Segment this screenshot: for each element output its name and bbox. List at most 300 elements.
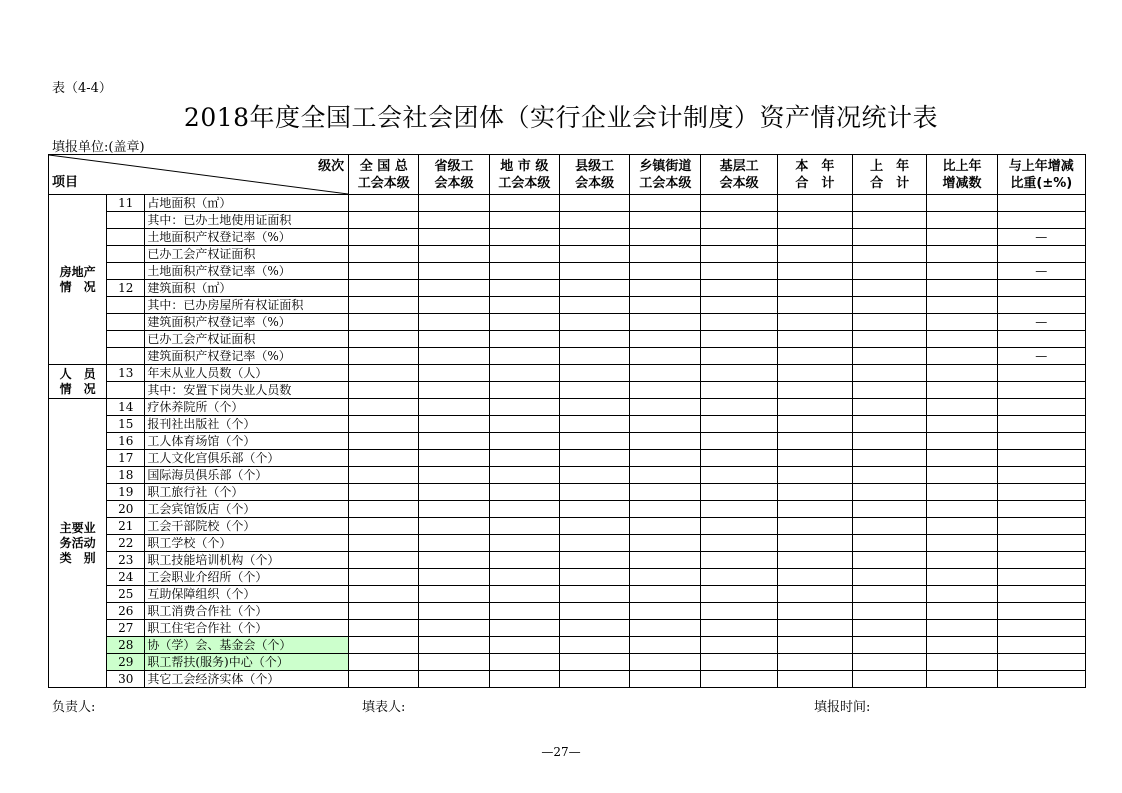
data-cell — [927, 535, 997, 552]
data-cell — [489, 331, 559, 348]
table-row — [49, 382, 1086, 399]
data-cell — [559, 671, 629, 688]
table-row — [49, 195, 1086, 212]
table-row — [49, 569, 1086, 586]
data-cell — [630, 246, 701, 263]
table-row — [49, 603, 1086, 620]
data-cell — [419, 620, 489, 637]
data-cell — [997, 195, 1085, 212]
data-cell — [349, 433, 419, 450]
data-cell — [559, 331, 629, 348]
data-cell — [777, 467, 852, 484]
data-cell — [419, 467, 489, 484]
column-header: 县级工 会本级 — [559, 155, 629, 195]
data-cell — [630, 399, 701, 416]
table-row — [49, 246, 1086, 263]
row-item-name: 工会职业介绍所（个） — [145, 569, 349, 586]
row-number: 16 — [107, 433, 145, 450]
data-cell — [489, 518, 559, 535]
data-cell — [630, 501, 701, 518]
data-cell — [559, 484, 629, 501]
data-cell — [853, 331, 927, 348]
group-label: 主要业 务活动 类 别 — [49, 399, 107, 688]
data-cell — [489, 229, 559, 246]
data-cell — [927, 637, 997, 654]
row-item-name: 职工学校（个） — [145, 535, 349, 552]
data-cell — [630, 229, 701, 246]
data-cell — [419, 518, 489, 535]
data-cell — [349, 518, 419, 535]
row-number — [107, 331, 145, 348]
data-cell — [701, 399, 777, 416]
data-cell — [927, 297, 997, 314]
data-cell — [853, 433, 927, 450]
data-cell — [997, 569, 1085, 586]
data-cell — [777, 637, 852, 654]
data-cell — [349, 467, 419, 484]
data-cell — [489, 552, 559, 569]
data-cell — [419, 450, 489, 467]
statistics-table — [48, 154, 1086, 688]
row-item-name: 其它工会经济实体（个） — [145, 671, 349, 688]
data-cell — [997, 399, 1085, 416]
data-cell — [701, 280, 777, 297]
data-cell — [927, 280, 997, 297]
footer-preparer: 填表人: — [362, 700, 406, 715]
table-row — [49, 671, 1086, 688]
data-cell — [630, 552, 701, 569]
table-row — [49, 399, 1086, 416]
row-item-name: 建筑面积（㎡） — [145, 280, 349, 297]
data-cell — [349, 535, 419, 552]
row-number: 25 — [107, 586, 145, 603]
data-cell — [559, 620, 629, 637]
table-row — [49, 314, 1086, 331]
data-cell: — — [997, 314, 1085, 331]
data-cell — [419, 501, 489, 518]
data-cell — [349, 501, 419, 518]
data-cell — [777, 314, 852, 331]
row-item-name: 协（学）会、基金会（个） — [145, 637, 349, 654]
data-cell — [349, 450, 419, 467]
data-cell — [853, 603, 927, 620]
data-cell — [701, 433, 777, 450]
data-cell — [419, 314, 489, 331]
data-cell — [853, 229, 927, 246]
data-cell — [777, 246, 852, 263]
data-cell — [701, 229, 777, 246]
data-cell — [701, 501, 777, 518]
data-cell — [419, 671, 489, 688]
data-cell — [701, 450, 777, 467]
column-header: 与上年增减 比重(±%) — [997, 155, 1085, 195]
data-cell — [997, 433, 1085, 450]
data-cell — [419, 433, 489, 450]
data-cell — [701, 212, 777, 229]
row-item-name: 建筑面积产权登记率（%） — [145, 314, 349, 331]
data-cell — [701, 263, 777, 280]
data-cell — [997, 620, 1085, 637]
data-cell — [997, 484, 1085, 501]
data-cell — [777, 195, 852, 212]
data-cell — [630, 348, 701, 365]
data-cell — [419, 552, 489, 569]
data-cell — [559, 399, 629, 416]
data-cell — [927, 263, 997, 280]
data-cell — [777, 518, 852, 535]
data-cell — [349, 263, 419, 280]
data-cell — [997, 654, 1085, 671]
column-header: 比上年 增减数 — [927, 155, 997, 195]
column-header: 乡镇街道 工会本级 — [630, 155, 701, 195]
data-cell — [349, 603, 419, 620]
data-cell — [701, 195, 777, 212]
data-cell — [489, 263, 559, 280]
table-row — [49, 212, 1086, 229]
data-cell — [559, 365, 629, 382]
table-row — [49, 416, 1086, 433]
row-number: 11 — [107, 195, 145, 212]
data-cell — [349, 297, 419, 314]
table-row — [49, 535, 1086, 552]
page-number: —27— — [541, 745, 581, 759]
data-cell — [559, 552, 629, 569]
data-cell — [559, 654, 629, 671]
data-cell — [777, 348, 852, 365]
data-cell — [927, 399, 997, 416]
data-cell — [419, 195, 489, 212]
data-cell — [853, 263, 927, 280]
data-cell — [927, 620, 997, 637]
row-item-name: 工人体育场馆（个） — [145, 433, 349, 450]
table-row — [49, 484, 1086, 501]
data-cell — [777, 484, 852, 501]
table-row — [49, 552, 1086, 569]
table-row — [49, 637, 1086, 654]
data-cell — [349, 637, 419, 654]
data-cell — [997, 535, 1085, 552]
data-cell — [777, 263, 852, 280]
table-row — [49, 433, 1086, 450]
data-cell — [997, 603, 1085, 620]
data-cell — [927, 331, 997, 348]
data-cell — [777, 297, 852, 314]
data-cell — [419, 297, 489, 314]
data-cell — [630, 331, 701, 348]
data-cell — [349, 280, 419, 297]
data-cell — [853, 416, 927, 433]
data-cell — [777, 433, 852, 450]
data-cell — [853, 365, 927, 382]
data-cell — [489, 603, 559, 620]
data-cell — [997, 297, 1085, 314]
data-cell — [559, 450, 629, 467]
data-cell — [559, 314, 629, 331]
data-cell — [997, 586, 1085, 603]
data-cell — [927, 603, 997, 620]
data-cell — [489, 348, 559, 365]
data-cell — [489, 620, 559, 637]
data-cell: — — [997, 263, 1085, 280]
table-row — [49, 263, 1086, 280]
row-number: 28 — [107, 637, 145, 654]
data-cell — [419, 603, 489, 620]
data-cell — [997, 637, 1085, 654]
data-cell — [630, 195, 701, 212]
row-item-name: 年末从业人员数（人） — [145, 365, 349, 382]
data-cell — [349, 195, 419, 212]
data-cell — [489, 467, 559, 484]
data-cell — [853, 518, 927, 535]
table-row — [49, 229, 1086, 246]
data-cell — [489, 433, 559, 450]
data-cell — [630, 365, 701, 382]
data-cell — [853, 586, 927, 603]
data-cell — [701, 382, 777, 399]
data-cell — [559, 212, 629, 229]
data-cell — [419, 569, 489, 586]
data-cell — [489, 586, 559, 603]
data-cell — [853, 280, 927, 297]
data-cell — [419, 399, 489, 416]
data-cell — [419, 637, 489, 654]
data-cell — [701, 518, 777, 535]
data-cell — [701, 603, 777, 620]
data-cell — [349, 246, 419, 263]
data-cell — [927, 569, 997, 586]
data-cell — [777, 365, 852, 382]
data-cell — [701, 535, 777, 552]
data-cell — [701, 569, 777, 586]
table-row — [49, 365, 1086, 382]
data-cell — [997, 280, 1085, 297]
data-cell — [777, 331, 852, 348]
data-cell — [349, 654, 419, 671]
data-cell — [630, 314, 701, 331]
row-number: 27 — [107, 620, 145, 637]
data-cell — [853, 484, 927, 501]
row-item-name: 建筑面积产权登记率（%） — [145, 348, 349, 365]
table-row — [49, 620, 1086, 637]
data-cell — [349, 382, 419, 399]
data-cell — [997, 518, 1085, 535]
data-cell — [489, 416, 559, 433]
data-cell — [349, 586, 419, 603]
data-cell — [559, 535, 629, 552]
data-cell — [559, 416, 629, 433]
data-cell — [927, 246, 997, 263]
data-cell — [927, 433, 997, 450]
data-cell — [997, 365, 1085, 382]
data-cell — [349, 331, 419, 348]
row-number — [107, 212, 145, 229]
data-cell — [927, 467, 997, 484]
data-cell — [559, 246, 629, 263]
data-cell — [559, 569, 629, 586]
row-number: 30 — [107, 671, 145, 688]
data-cell — [997, 246, 1085, 263]
row-item-name: 职工帮扶(服务)中心（个） — [145, 654, 349, 671]
data-cell — [701, 246, 777, 263]
row-number: 26 — [107, 603, 145, 620]
data-cell — [997, 382, 1085, 399]
row-number — [107, 314, 145, 331]
data-cell — [559, 263, 629, 280]
row-number — [107, 382, 145, 399]
table-row — [49, 518, 1086, 535]
row-number: 14 — [107, 399, 145, 416]
table-row — [49, 467, 1086, 484]
group-label: 房地产 情 况 — [49, 195, 107, 365]
data-cell — [489, 365, 559, 382]
row-number: 15 — [107, 416, 145, 433]
data-cell — [489, 569, 559, 586]
data-cell — [997, 212, 1085, 229]
data-cell — [927, 382, 997, 399]
data-cell — [630, 620, 701, 637]
data-cell — [630, 671, 701, 688]
data-cell — [927, 229, 997, 246]
data-cell — [777, 620, 852, 637]
data-cell — [853, 450, 927, 467]
row-item-name: 工会干部院校（个） — [145, 518, 349, 535]
data-cell — [927, 365, 997, 382]
data-cell — [777, 382, 852, 399]
row-item-name: 其中：已办土地使用证面积 — [145, 212, 349, 229]
data-cell — [927, 314, 997, 331]
row-item-name: 工会宾馆饭店（个） — [145, 501, 349, 518]
data-cell — [853, 501, 927, 518]
data-cell — [853, 654, 927, 671]
data-cell — [927, 212, 997, 229]
data-cell — [927, 586, 997, 603]
data-cell — [777, 212, 852, 229]
data-cell — [559, 297, 629, 314]
row-item-name: 工人文化宫俱乐部（个） — [145, 450, 349, 467]
data-cell — [630, 586, 701, 603]
data-cell — [701, 586, 777, 603]
data-cell — [777, 552, 852, 569]
data-cell — [777, 399, 852, 416]
data-cell — [489, 195, 559, 212]
row-item-name: 互助保障组织（个） — [145, 586, 349, 603]
data-cell — [419, 416, 489, 433]
data-cell — [630, 433, 701, 450]
data-cell — [559, 518, 629, 535]
row-item-name: 职工旅行社（个） — [145, 484, 349, 501]
data-cell — [853, 535, 927, 552]
data-cell — [489, 484, 559, 501]
data-cell — [349, 569, 419, 586]
data-cell — [630, 212, 701, 229]
column-header: 上 年 合 计 — [853, 155, 927, 195]
data-cell — [630, 535, 701, 552]
data-cell — [559, 280, 629, 297]
data-cell — [419, 484, 489, 501]
data-cell — [349, 484, 419, 501]
row-item-name: 报刊社出版社（个） — [145, 416, 349, 433]
data-cell — [630, 654, 701, 671]
data-cell — [853, 671, 927, 688]
row-item-name: 职工技能培训机构（个） — [145, 552, 349, 569]
row-number: 24 — [107, 569, 145, 586]
data-cell — [853, 552, 927, 569]
data-cell — [489, 297, 559, 314]
data-cell — [489, 654, 559, 671]
table-row — [49, 586, 1086, 603]
data-cell — [777, 450, 852, 467]
column-header: 地 市 级 工会本级 — [489, 155, 559, 195]
table-row — [49, 654, 1086, 671]
data-cell — [927, 654, 997, 671]
data-cell — [853, 348, 927, 365]
data-cell — [630, 263, 701, 280]
row-item-name: 土地面积产权登记率（%） — [145, 263, 349, 280]
data-cell — [630, 280, 701, 297]
row-number: 13 — [107, 365, 145, 382]
data-cell — [489, 399, 559, 416]
data-cell — [777, 654, 852, 671]
column-header: 省级工 会本级 — [419, 155, 489, 195]
data-cell — [349, 671, 419, 688]
data-cell — [701, 314, 777, 331]
data-cell — [777, 671, 852, 688]
row-number: 23 — [107, 552, 145, 569]
data-cell — [927, 501, 997, 518]
data-cell — [701, 654, 777, 671]
data-cell — [630, 467, 701, 484]
data-cell — [853, 382, 927, 399]
data-cell — [701, 620, 777, 637]
data-cell — [489, 246, 559, 263]
row-item-name: 国际海员俱乐部（个） — [145, 467, 349, 484]
column-header: 本 年 合 计 — [777, 155, 852, 195]
table-row — [49, 501, 1086, 518]
data-cell — [777, 416, 852, 433]
fill-unit-label: 填报单位:(盖章) — [52, 140, 145, 155]
row-number: 18 — [107, 467, 145, 484]
column-header: 全 国 总 工会本级 — [349, 155, 419, 195]
data-cell — [997, 331, 1085, 348]
row-item-name: 职工住宅合作社（个） — [145, 620, 349, 637]
data-cell — [559, 501, 629, 518]
data-cell — [630, 416, 701, 433]
data-cell — [630, 450, 701, 467]
row-item-name: 其中：已办房屋所有权证面积 — [145, 297, 349, 314]
row-item-name: 土地面积产权登记率（%） — [145, 229, 349, 246]
data-cell — [853, 212, 927, 229]
data-cell — [489, 314, 559, 331]
row-item-name: 其中：安置下岗失业人员数 — [145, 382, 349, 399]
data-cell — [419, 535, 489, 552]
data-cell — [489, 280, 559, 297]
data-cell — [489, 535, 559, 552]
header-item-label: 项目 — [52, 175, 79, 190]
data-cell — [559, 467, 629, 484]
row-item-name: 职工消费合作社（个） — [145, 603, 349, 620]
data-cell — [701, 416, 777, 433]
data-cell — [927, 348, 997, 365]
data-cell — [559, 586, 629, 603]
data-cell — [349, 348, 419, 365]
data-cell — [349, 365, 419, 382]
data-cell — [630, 637, 701, 654]
row-number: 12 — [107, 280, 145, 297]
data-cell — [489, 501, 559, 518]
table-row — [49, 348, 1086, 365]
data-cell — [701, 637, 777, 654]
table-row — [49, 331, 1086, 348]
